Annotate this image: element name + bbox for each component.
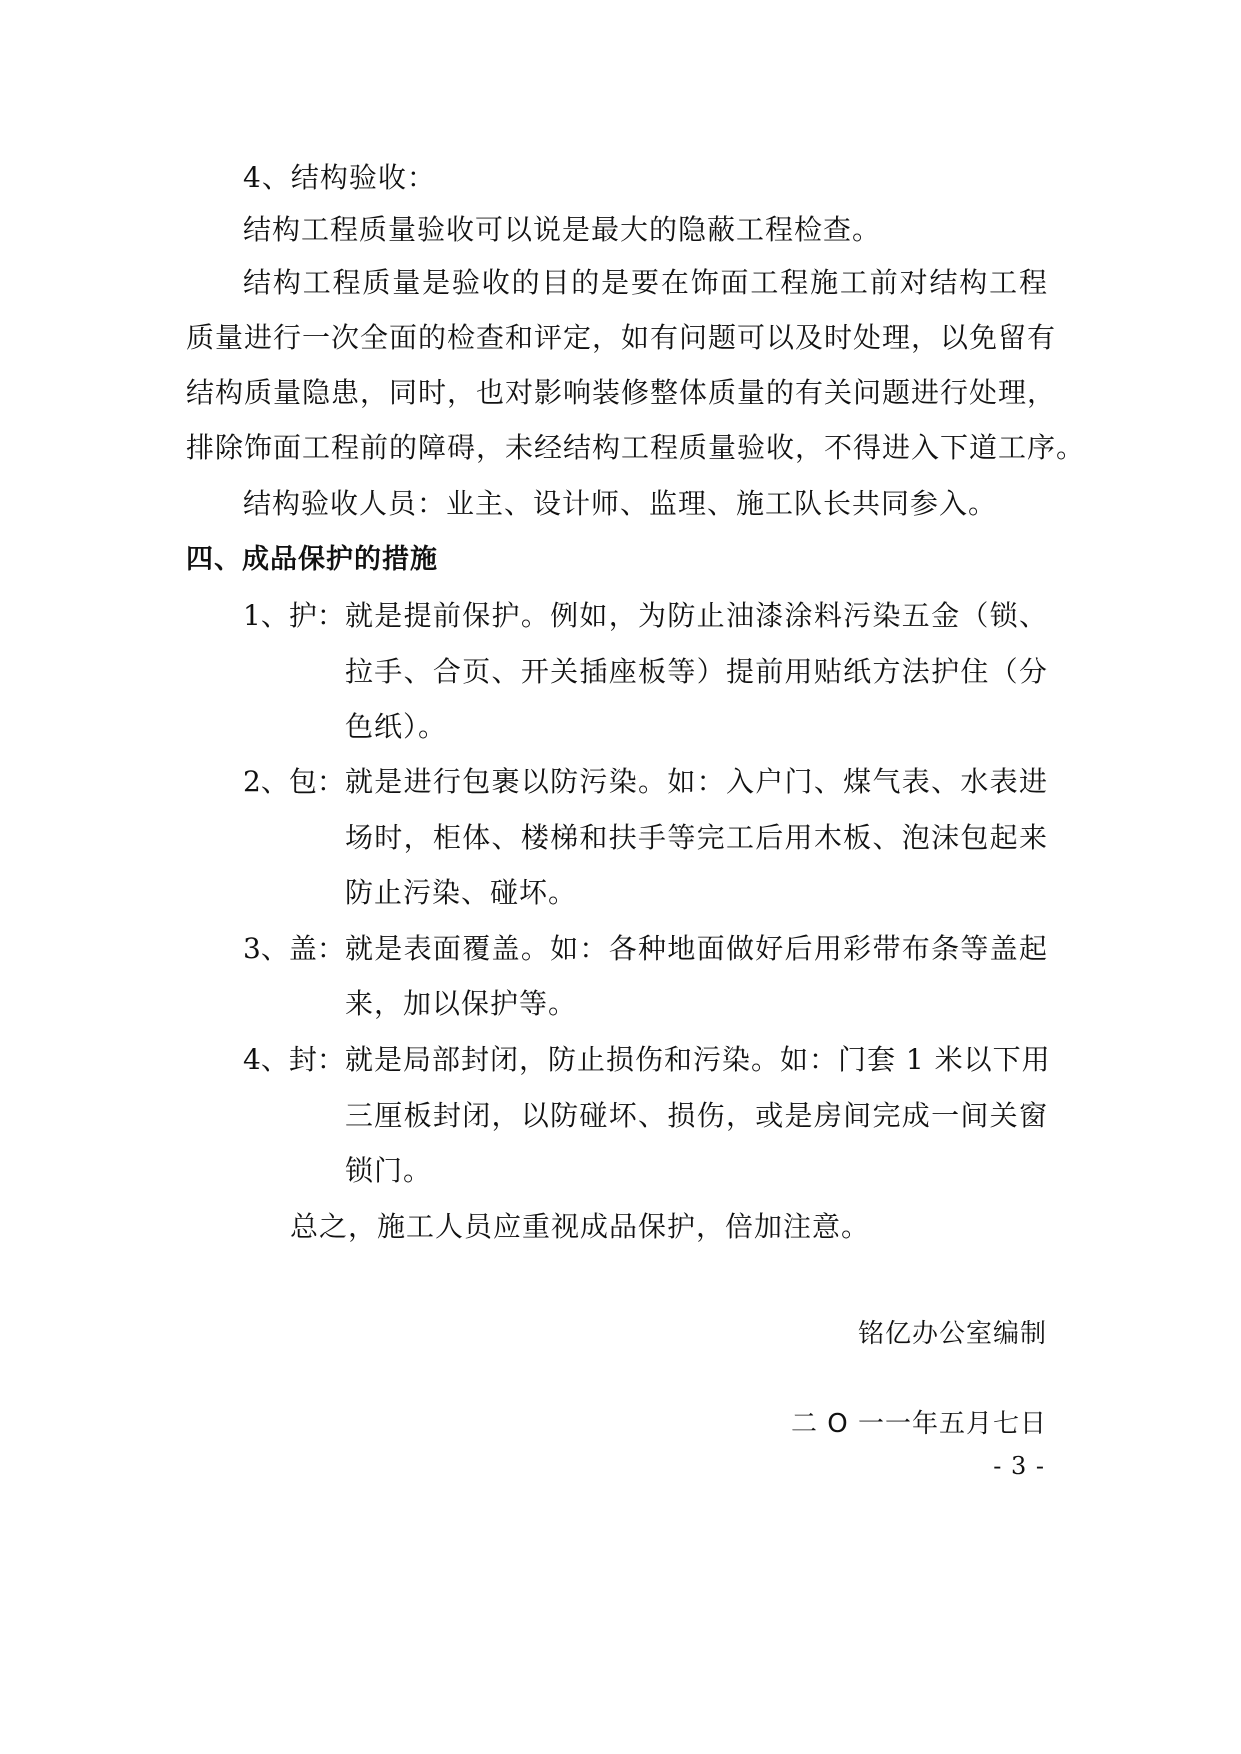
paragraph-purpose-line-3: 结构质量隐患，同时，也对影响装修整体质量的有关问题进行处理，: [186, 376, 1057, 409]
section-heading-protection: 四、成品保护的措施: [186, 544, 438, 575]
paragraph-purpose-line-4: 排除饰面工程前的障碍，未经结构工程质量验收，不得进入下道工序。: [186, 431, 1086, 464]
item-3-line-1: 就是表面覆盖。如：各种地面做好后用彩带布条等盖起: [345, 932, 1048, 965]
item-2-line-3: 防止污染、碰坏。: [345, 876, 578, 909]
paragraph-acceptance-personnel: 结构验收人员：业主、设计师、监理、施工队长共同参入。: [243, 487, 998, 520]
item-3-line-2: 来，加以保护等。: [345, 987, 578, 1020]
signature-organization: 铭亿办公室编制: [857, 1319, 1047, 1349]
item-4-line-3: 锁门。: [345, 1154, 433, 1187]
page-number: - 3 -: [993, 1452, 1045, 1480]
paragraph-purpose-line-2: 质量进行一次全面的检查和评定，如有问题可以及时处理，以免留有: [186, 321, 1057, 354]
item-1-line-3: 色纸）。: [345, 710, 448, 743]
signature-date: 二 O 一一年五月七日: [791, 1409, 1047, 1439]
item-2-line-1: 就是进行包裹以防污染。如：入户门、煤气表、水表进: [345, 765, 1048, 798]
item-2-line-2: 场时，柜体、楼梯和扶手等完工后用木板、泡沫包起来: [345, 821, 1048, 854]
paragraph-purpose-line-1: 结构工程质量是验收的目的是要在饰面工程施工前对结构工程: [243, 266, 1048, 299]
item-1-line-1: 就是提前保护。例如，为防止油漆涂料污染五金（锁、: [345, 599, 1048, 632]
item-1-label: 1、护：: [243, 599, 345, 632]
summary-paragraph: 总之，施工人员应重视成品保护，倍加注意。: [290, 1210, 871, 1243]
item-4-line-2: 三厘板封闭，以防碰坏、损伤，或是房间完成一间关窗: [345, 1099, 1048, 1132]
paragraph-hidden-works: 结构工程质量验收可以说是最大的隐蔽工程检查。: [243, 213, 882, 246]
item-4-line-1: 就是局部封闭，防止损伤和污染。如：门套 1 米以下用: [345, 1043, 1051, 1076]
sub-heading-structure-acceptance: 4、结构验收：: [243, 161, 436, 194]
item-3-label: 3、盖：: [243, 932, 345, 965]
item-2-label: 2、包：: [243, 765, 345, 798]
item-4-label: 4、封：: [243, 1043, 345, 1076]
item-1-line-2: 拉手、合页、开关插座板等）提前用贴纸方法护住（分: [345, 655, 1048, 688]
